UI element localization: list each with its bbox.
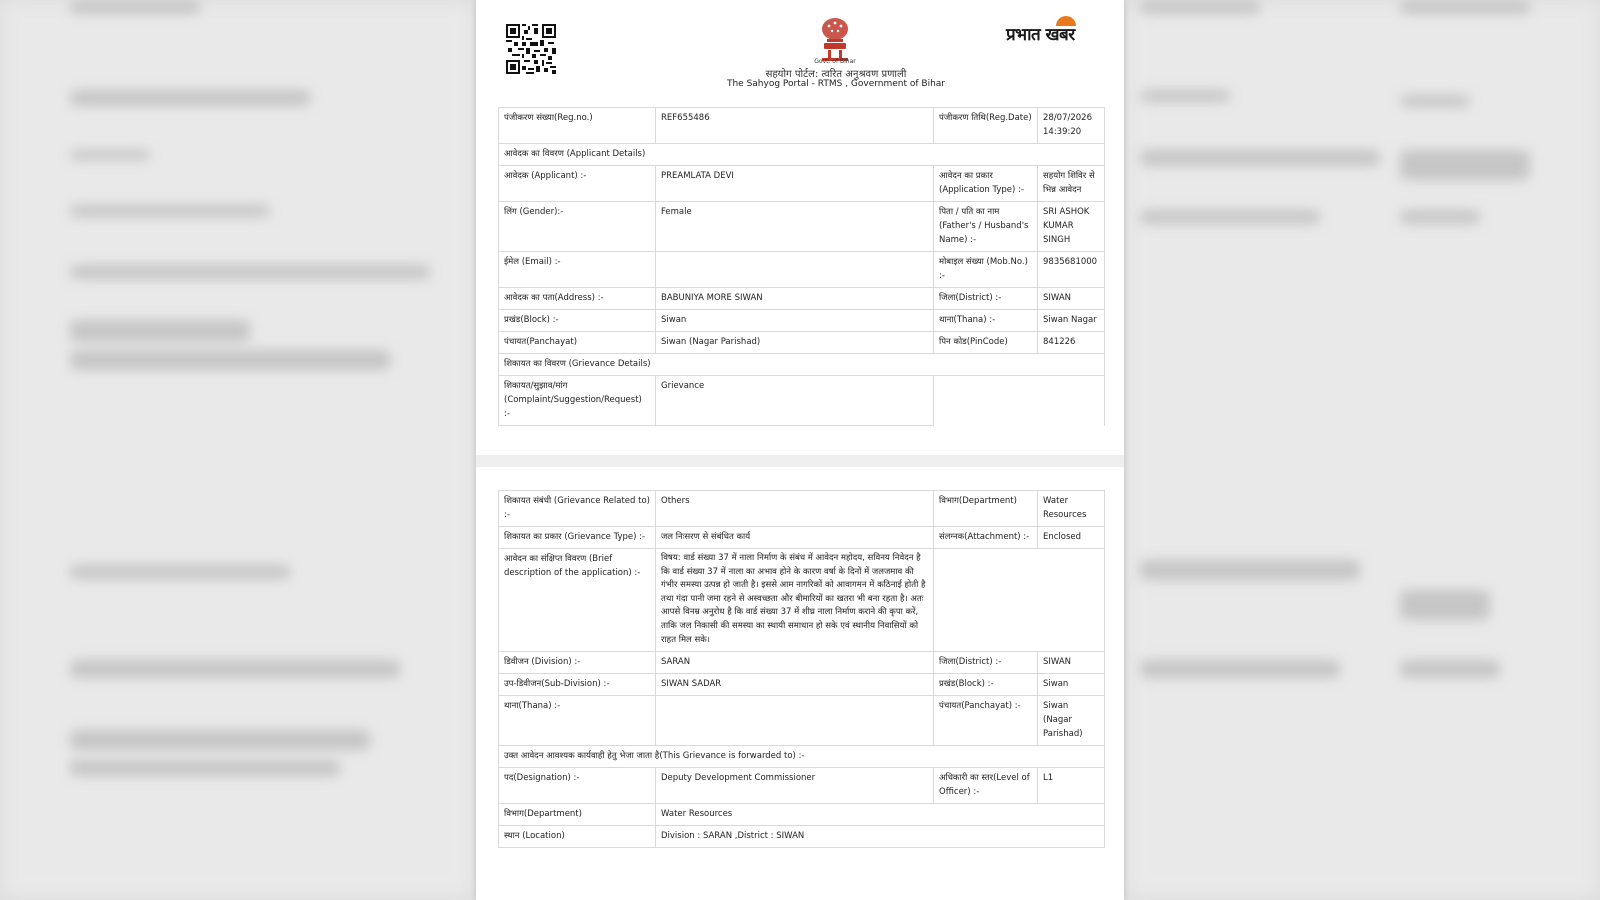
- label-division: डिवीजन (Division) :-: [499, 652, 656, 674]
- label-designation: पद(Designation) :-: [499, 768, 656, 804]
- label-email: ईमेल (Email) :-: [499, 252, 656, 288]
- table-row: [499, 310, 1105, 332]
- label-father-name: पिता / पति का नाम (Father's / Husband's Name) :-: [934, 202, 1038, 252]
- table-row: [499, 144, 1105, 166]
- label-thana: थाना(Thana) :-: [499, 696, 656, 746]
- table-row: [499, 804, 1105, 826]
- value-officer-level: L1: [1038, 768, 1105, 804]
- label-district: जिला(District) :-: [934, 288, 1038, 310]
- label-thana: थाना(Thana) :-: [934, 310, 1038, 332]
- label-officer-level: अधिकारी का स्तर(Level of Officer) :-: [934, 768, 1038, 804]
- label-application-type: आवेदन का प्रकार (Application Type) :-: [934, 166, 1038, 202]
- value-district: SIWAN: [1038, 288, 1105, 310]
- section-applicant-details: आवेदक का विवरण (Applicant Details): [499, 144, 1105, 166]
- table-row: [499, 202, 1105, 252]
- value-sub-division: SIWAN SADAR: [656, 674, 934, 696]
- label-grievance-type: शिकायत का प्रकार (Grievance Type) :-: [499, 527, 656, 549]
- value-father-name: SRI ASHOK KUMAR SINGH: [1038, 202, 1105, 252]
- table-row: [499, 549, 1105, 652]
- label-mobile: मोबाइल संख्या (Mob.No.) :-: [934, 252, 1038, 288]
- label-block: प्रखंड(Block) :-: [499, 310, 656, 332]
- label-attachment: संलग्नक(Attachment) :-: [934, 527, 1038, 549]
- section-grievance-details: शिकायत का विवरण (Grievance Details): [499, 354, 1105, 376]
- value-reg-date: 28/07/2026 14:39:20: [1038, 108, 1105, 144]
- table-row: [499, 527, 1105, 549]
- label-location: स्थान (Location): [499, 826, 656, 848]
- value-address: BABUNIYA MORE SIWAN: [656, 288, 934, 310]
- table-row: [499, 652, 1105, 674]
- label-reg-date: पंजीकरण तिथि(Reg.Date): [934, 108, 1038, 144]
- label-panchayat: पंचायत(Panchayat): [499, 332, 656, 354]
- table-row: [499, 491, 1105, 527]
- value-division: SARAN: [656, 652, 934, 674]
- empty-cell: [934, 376, 1105, 426]
- value-grievance-type: जल निःसरण से संबंधित कार्य: [656, 527, 934, 549]
- value-designation: Deputy Development Commissioner: [656, 768, 934, 804]
- label-panchayat: पंचायत(Panchayat) :-: [934, 696, 1038, 746]
- label-complaint-type: शिकायत/सुझाव/मांग (Complaint/Suggestion/Request) :-: [499, 376, 656, 426]
- document-page: [476, 0, 1124, 900]
- empty-cell: [934, 549, 1105, 652]
- value-mobile: 9835681000: [1038, 252, 1105, 288]
- table-row: [499, 354, 1105, 376]
- value-gender: Female: [656, 202, 934, 252]
- bihar-emblem-icon: [815, 17, 855, 61]
- value-department: Water Resources: [1038, 491, 1105, 527]
- label-sub-division: उप-डिवीजन(Sub-Division) :-: [499, 674, 656, 696]
- table-row: [499, 674, 1105, 696]
- qr-code-icon: [506, 24, 556, 74]
- table-row: [499, 252, 1105, 288]
- value-forward-department: Water Resources: [656, 804, 1105, 826]
- portal-title-hindi: सहयोग पोर्टल: त्वरित अनुश्रवण प्रणाली: [765, 69, 907, 80]
- label-reg-no: पंजीकरण संख्या(Reg.no.): [499, 108, 656, 144]
- label-district: जिला(District) :-: [934, 652, 1038, 674]
- label-block: प्रखंड(Block) :-: [934, 674, 1038, 696]
- value-grievance-related: Others: [656, 491, 934, 527]
- table-row: [499, 826, 1105, 848]
- table-row: [499, 768, 1105, 804]
- value-reg-no: REF655486: [656, 108, 934, 144]
- grievance-table: [498, 490, 1105, 848]
- table-row: [499, 108, 1105, 144]
- value-block: Siwan: [656, 310, 934, 332]
- section-forwarded-to: उक्त आवेदन आवश्यक कार्यवाही हेतु भेजा जाता है(This Grievance is forwarded to) :-: [499, 746, 1105, 768]
- label-grievance-related: शिकायत संबंधी (Grievance Related to) :-: [499, 491, 656, 527]
- prabhat-khabar-logo: [1006, 18, 1096, 48]
- label-address: आवेदक का पता(Address) :-: [499, 288, 656, 310]
- label-applicant: आवेदक (Applicant) :-: [499, 166, 656, 202]
- value-application-type: सहयोग शिविर से भिन्न आवेदन: [1038, 166, 1105, 202]
- govt-of-bihar-label: Govt. of Bihar: [814, 58, 856, 65]
- value-email: [656, 252, 934, 288]
- table-row: [499, 746, 1105, 768]
- value-complaint-type: Grievance: [656, 376, 934, 426]
- label-forward-department: विभाग(Department): [499, 804, 656, 826]
- value-location: Division : SARAN ,District : SIWAN: [656, 826, 1105, 848]
- value-panchayat: Siwan (Nagar Parishad): [656, 332, 934, 354]
- value-panchayat: Siwan (Nagar Parishad): [1038, 696, 1105, 746]
- table-row: [499, 288, 1105, 310]
- label-brief-description: आवेदन का संक्षिप्त विवरण (Brief description of the application) :-: [499, 549, 656, 652]
- table-row: [499, 376, 1105, 426]
- value-pincode: 841226: [1038, 332, 1105, 354]
- page-break: [476, 455, 1124, 467]
- value-thana: [656, 696, 934, 746]
- value-district: SIWAN: [1038, 652, 1105, 674]
- registration-table: [498, 107, 1105, 426]
- table-row: [499, 166, 1105, 202]
- label-pincode: पिन कोड(PinCode): [934, 332, 1038, 354]
- table-row: [499, 696, 1105, 746]
- value-brief-description: विषय: वार्ड संख्या 37 में नाला निर्माण के संबंध में आवेदन महोदय, सविनय निवेदन है कि वार्ड संख्या 37 में नाला का अभाव होने के कारण वर्षा के दिनों में जलजमाव की गंभीर समस्या उत्पन्न हो जाती है। इससे आम नागरिकों को आवागमन में कठिनाई होती है तथा गंदा पानी जमा रहने से अस्वच्छता और बीमारियों का खतरा भी बना रहता है। अतः आपसे विनम्र अनुरोध है कि वार्ड संख्या 37 में शीघ्र नाला निर्माण कराने की कृपा करें, ताकि जल निकासी की समस्या का स्थायी समाधान हो सके एवं स्थानीय निवासियों को राहत मिल सके।: [656, 549, 934, 652]
- value-block: Siwan: [1038, 674, 1105, 696]
- portal-title-english: The Sahyog Portal - RTMS , Government of Bihar: [726, 79, 946, 89]
- logo-text: प्रभात खबर: [1006, 25, 1075, 45]
- value-attachment: Enclosed: [1038, 527, 1105, 549]
- value-thana: Siwan Nagar: [1038, 310, 1105, 332]
- value-applicant: PREAMLATA DEVI: [656, 166, 934, 202]
- label-department: विभाग(Department): [934, 491, 1038, 527]
- label-gender: लिंग (Gender):-: [499, 202, 656, 252]
- table-row: [499, 332, 1105, 354]
